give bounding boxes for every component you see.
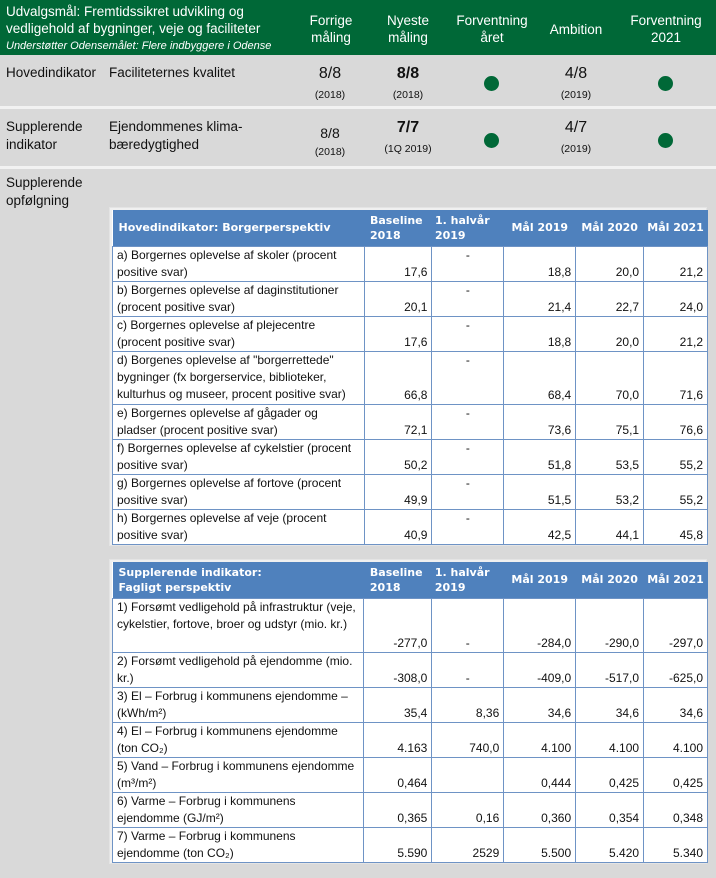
cell-m2019: 51,5 xyxy=(504,474,576,509)
cell-baseline: 35,4 xyxy=(364,687,432,722)
cell-m2020: 5.420 xyxy=(576,827,644,862)
table-row xyxy=(113,246,708,281)
professional-perspective-table-box xyxy=(109,559,707,864)
cell-m2020: -290,0 xyxy=(576,598,644,652)
table-row xyxy=(113,687,708,722)
col-goal-2021: Mål 2021 xyxy=(644,562,708,598)
table-row xyxy=(113,474,708,509)
col-latest: Nyeste måling xyxy=(386,13,430,45)
cell-baseline: 49,9 xyxy=(364,474,432,509)
cell-m2019: -409,0 xyxy=(504,652,576,687)
row-description: 5) Vand – Forbrug i kommunens ejendomme (m³/m²) xyxy=(113,757,364,792)
latest-value: 7/7 xyxy=(396,119,420,136)
col-half-year: 1. halvår 2019 xyxy=(432,562,504,598)
cell-m2021: 45,8 xyxy=(644,509,708,544)
latest-period: (1Q 2019) xyxy=(384,143,432,155)
cell-half: - xyxy=(432,439,504,474)
table-body xyxy=(113,598,708,862)
cell-m2020: 44,1 xyxy=(576,509,644,544)
cell-m2020: 22,7 xyxy=(576,281,644,316)
cell-half: 740,0 xyxy=(432,722,504,757)
row-description: g) Borgernes oplevelse af fortove (procent positive svar) xyxy=(113,474,365,509)
table-row xyxy=(113,652,708,687)
cell-m2021: 34,6 xyxy=(644,687,708,722)
cell-m2020: 0,425 xyxy=(576,757,644,792)
table-row xyxy=(113,351,708,404)
table-row xyxy=(113,439,708,474)
cell-m2020: 70,0 xyxy=(576,351,644,404)
cell-baseline: 5.590 xyxy=(364,827,432,862)
row-description: 6) Varme – Forbrug i kommunens ejendomme (GJ/m²) xyxy=(113,792,364,827)
cell-m2021: 55,2 xyxy=(644,439,708,474)
previous-value: 8/8 xyxy=(320,125,340,141)
cell-baseline: 66,8 xyxy=(364,351,432,404)
latest-period: (2018) xyxy=(392,89,424,101)
citizen-perspective-table xyxy=(112,210,708,545)
cell-m2020: 20,0 xyxy=(576,316,644,351)
latest-value: 8/8 xyxy=(396,65,420,82)
cell-m2019: 5.500 xyxy=(504,827,576,862)
supplementary-followup-label: Supplerende opfølgning xyxy=(6,175,83,208)
cell-baseline: 0,365 xyxy=(364,792,432,827)
cell-half: - xyxy=(432,351,504,404)
table-row xyxy=(113,827,708,862)
col-goal-2019: Mål 2019 xyxy=(504,210,576,246)
previous-measurement xyxy=(290,64,370,102)
cell-m2021: 55,2 xyxy=(644,474,708,509)
col-goal-2021: Mål 2021 xyxy=(644,210,708,246)
ambition-value: 4/7 xyxy=(564,119,588,136)
cell-half xyxy=(432,757,504,792)
col-expectation-year: Forventning året xyxy=(456,13,528,45)
row-description: h) Borgernes oplevelse af veje (procent positive svar) xyxy=(113,509,365,544)
table-title: Hovedindikator: Borgerperspektiv xyxy=(113,210,365,246)
cell-m2020: 53,2 xyxy=(576,474,644,509)
cell-half: 2529 xyxy=(432,827,504,862)
cell-m2019: 42,5 xyxy=(504,509,576,544)
row-description: 4) El – Forbrug i kommunens ejendomme (ton CO₂) xyxy=(113,722,364,757)
cell-baseline: 17,6 xyxy=(364,316,432,351)
latest-measurement xyxy=(368,64,448,102)
cell-m2021: -625,0 xyxy=(644,652,708,687)
cell-m2021: 0,348 xyxy=(644,792,708,827)
cell-m2019: 21,4 xyxy=(504,281,576,316)
cell-baseline: 40,9 xyxy=(364,509,432,544)
cell-m2019: 18,8 xyxy=(504,316,576,351)
cell-half: - xyxy=(432,474,504,509)
row-description: 3) El – Forbrug i kommunens ejendomme – (kWh/m²) xyxy=(113,687,364,722)
cell-m2019: 0,444 xyxy=(504,757,576,792)
row-description: d) Borgenes oplevelse af "borgerrettede" bygninger (fx borgerservice, biblioteker, kulturhus og museer, procent positive svar) xyxy=(113,351,365,404)
row-description: 2) Forsømt vedligehold på ejendomme (mio. kr.) xyxy=(113,652,364,687)
cell-half: 0,16 xyxy=(432,792,504,827)
cell-baseline: 50,2 xyxy=(364,439,432,474)
indicator-name: Faciliteternes kvalitet xyxy=(109,65,236,80)
cell-baseline: 0,464 xyxy=(364,757,432,792)
table-row xyxy=(113,509,708,544)
indicator-type: Hovedindikator xyxy=(6,65,97,80)
table-row xyxy=(113,404,708,439)
table-row xyxy=(113,757,708,792)
table-body xyxy=(113,246,708,544)
row-description: 1) Forsømt vedligehold på infrastruktur (veje, cykelstier, fortove, broer og udstyr (mio. kr.) xyxy=(113,598,364,652)
ambition-period: (2019) xyxy=(560,143,592,155)
cell-m2021: 24,0 xyxy=(644,281,708,316)
cell-half: - xyxy=(432,316,504,351)
table-row xyxy=(113,281,708,316)
cell-baseline: 20,1 xyxy=(364,281,432,316)
indicator-type: Supplerende indikator xyxy=(6,119,83,152)
col-goal-2020: Mål 2020 xyxy=(576,210,644,246)
cell-half: - xyxy=(432,598,504,652)
row-description: f) Borgernes oplevelse af cykelstier (procent positive svar) xyxy=(113,439,365,474)
row-description: c) Borgernes oplevelse af plejecentre (procent positive svar) xyxy=(113,316,365,351)
goal-subtitle: Understøtter Odensemålet: Flere indbyggere i Odense xyxy=(6,40,272,52)
cell-half: 8,36 xyxy=(432,687,504,722)
cell-half: - xyxy=(432,404,504,439)
cell-m2021: 4.100 xyxy=(644,722,708,757)
cell-m2019: 18,8 xyxy=(504,246,576,281)
cell-m2019: 4.100 xyxy=(504,722,576,757)
cell-m2021: 76,6 xyxy=(644,404,708,439)
col-baseline: Baseline 2018 xyxy=(364,562,432,598)
status-dot-expectation-2021 xyxy=(658,76,673,91)
cell-baseline: 17,6 xyxy=(364,246,432,281)
goal-title: Udvalgsmål: Fremtidssikret udvikling og vedligehold af bygninger, veje og faciliteter xyxy=(6,4,261,36)
previous-period: (2018) xyxy=(314,146,346,158)
cell-m2020: 75,1 xyxy=(576,404,644,439)
cell-m2020: 4.100 xyxy=(576,722,644,757)
cell-half: - xyxy=(432,652,504,687)
indicator-row-main xyxy=(0,55,716,106)
row-divider xyxy=(0,166,716,169)
cell-baseline: -308,0 xyxy=(364,652,432,687)
cell-m2019: 68,4 xyxy=(504,351,576,404)
cell-m2021: 71,6 xyxy=(644,351,708,404)
row-description: b) Borgernes oplevelse af daginstitutioner (procent positive svar) xyxy=(113,281,365,316)
cell-m2019: 34,6 xyxy=(504,687,576,722)
status-dot-expectation-2021 xyxy=(658,133,673,148)
previous-measurement xyxy=(290,123,370,159)
col-baseline: Baseline 2018 xyxy=(364,210,432,246)
citizen-perspective-table-box xyxy=(109,207,707,546)
row-description: a) Borgernes oplevelse af skoler (procent positive svar) xyxy=(113,246,365,281)
cell-m2019: 51,8 xyxy=(504,439,576,474)
cell-m2019: -284,0 xyxy=(504,598,576,652)
table-row xyxy=(113,722,708,757)
col-goal-2020: Mål 2020 xyxy=(576,562,644,598)
latest-measurement xyxy=(368,118,448,156)
row-description: e) Borgernes oplevelse af gågader og pladser (procent positive svar) xyxy=(113,404,365,439)
col-expectation-2021: Forventning 2021 xyxy=(630,13,702,45)
cell-m2020: 0,354 xyxy=(576,792,644,827)
cell-m2020: 20,0 xyxy=(576,246,644,281)
cell-m2019: 0,360 xyxy=(504,792,576,827)
cell-baseline: 4.163 xyxy=(364,722,432,757)
table-title-line2: Fagligt perspektiv xyxy=(118,580,232,594)
row-description: 7) Varme – Forbrug i kommunens ejendomme (ton CO₂) xyxy=(113,827,364,862)
cell-m2021: -297,0 xyxy=(644,598,708,652)
cell-m2021: 0,425 xyxy=(644,757,708,792)
status-dot-expectation-year xyxy=(484,76,499,91)
cell-baseline: -277,0 xyxy=(364,598,432,652)
cell-m2021: 5.340 xyxy=(644,827,708,862)
professional-perspective-table xyxy=(112,562,708,863)
col-half-year: 1. halvår 2019 xyxy=(432,210,504,246)
cell-baseline: 72,1 xyxy=(364,404,432,439)
ambition-value: 4/8 xyxy=(564,65,588,82)
indicator-name: Ejendommenes klima-bæredygtighed xyxy=(109,119,243,152)
cell-m2019: 73,6 xyxy=(504,404,576,439)
table-title xyxy=(113,562,364,598)
table-row xyxy=(113,316,708,351)
ambition xyxy=(536,118,616,156)
previous-value: 8/8 xyxy=(318,65,342,82)
col-ambition: Ambition xyxy=(549,22,603,37)
previous-period: (2018) xyxy=(314,89,346,101)
table-row xyxy=(113,792,708,827)
cell-m2020: 53,5 xyxy=(576,439,644,474)
table-row xyxy=(113,598,708,652)
cell-half: - xyxy=(432,281,504,316)
indicator-row-supplementary xyxy=(0,109,716,165)
col-goal-2019: Mål 2019 xyxy=(504,562,576,598)
status-dot-expectation-year xyxy=(484,133,499,148)
cell-m2020: 34,6 xyxy=(576,687,644,722)
cell-m2021: 21,2 xyxy=(644,316,708,351)
goal-header xyxy=(0,0,716,55)
cell-half: - xyxy=(432,509,504,544)
cell-m2020: -517,0 xyxy=(576,652,644,687)
ambition xyxy=(536,64,616,102)
table-title-line1: Supplerende indikator: xyxy=(118,565,262,579)
cell-half: - xyxy=(432,246,504,281)
cell-m2021: 21,2 xyxy=(644,246,708,281)
col-previous: Forrige måling xyxy=(309,13,353,45)
ambition-period: (2019) xyxy=(560,89,592,101)
